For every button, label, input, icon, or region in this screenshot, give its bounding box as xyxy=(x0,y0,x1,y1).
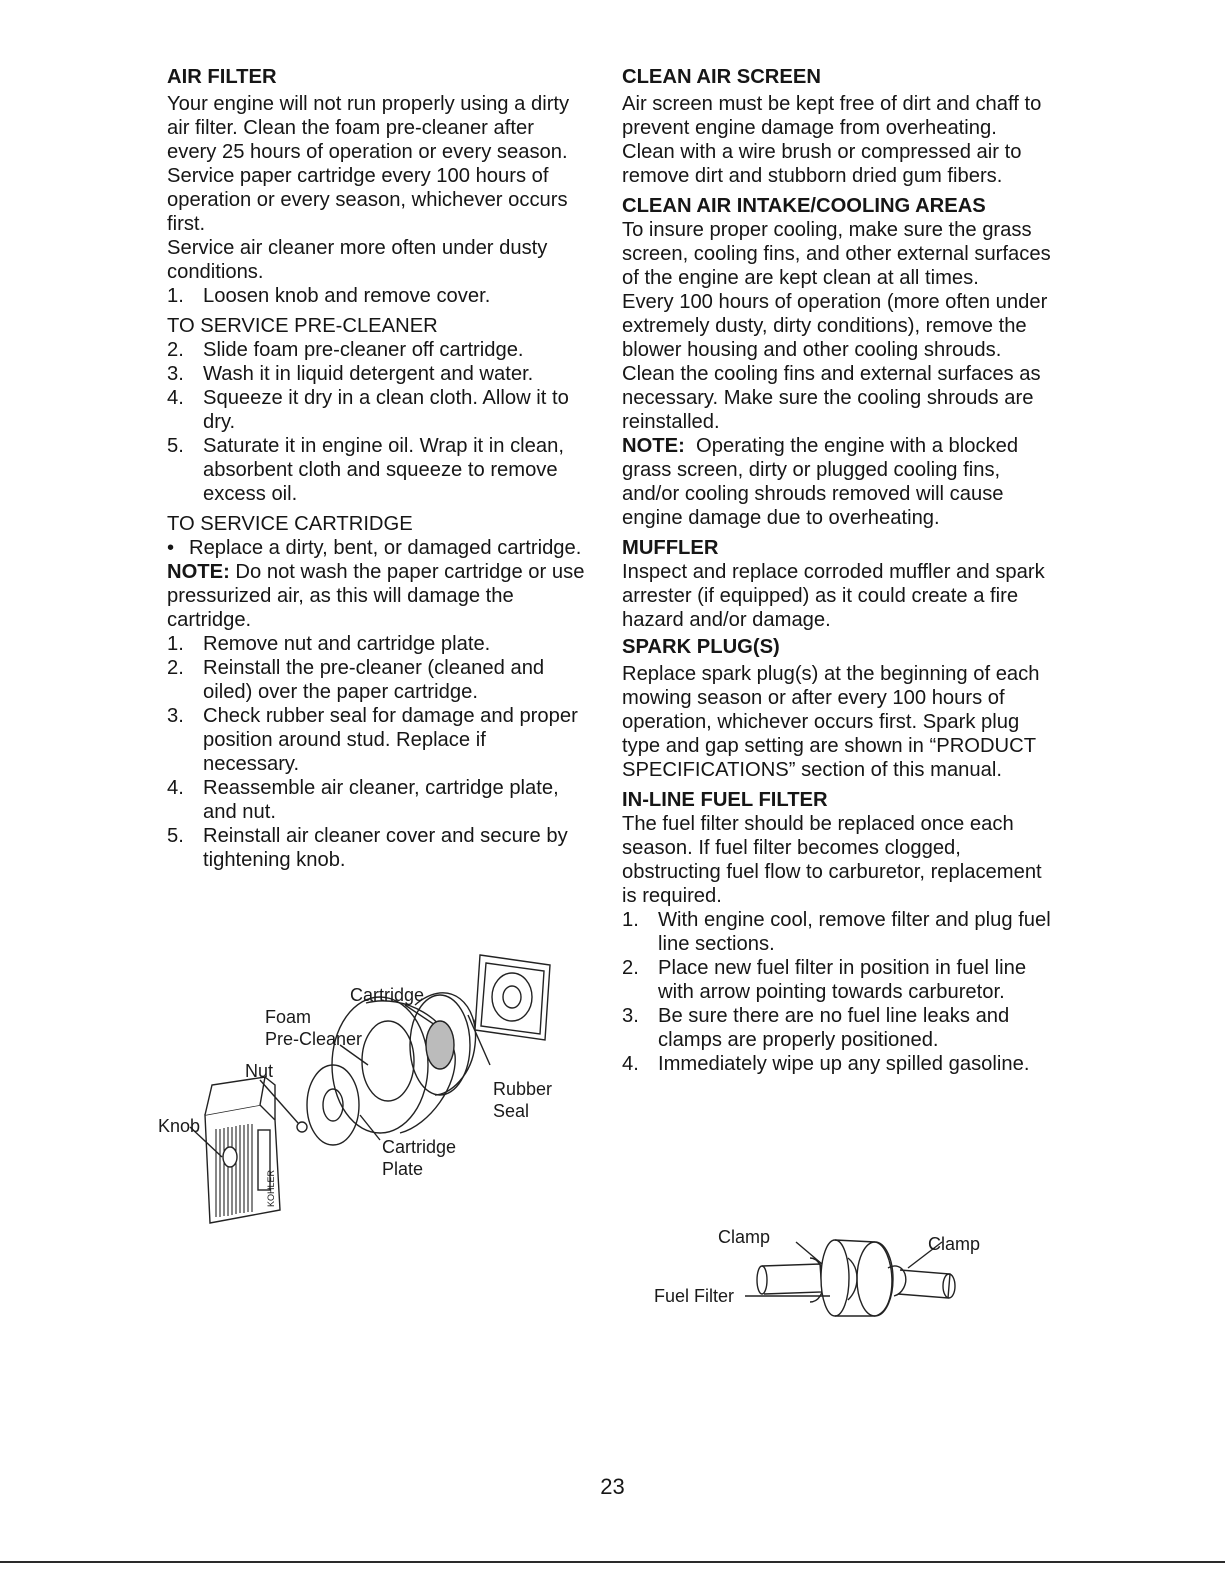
list-item: 5. Reinstall air cleaner cover and secure by tightening knob. xyxy=(167,825,568,871)
list-item: 4. Squeeze it dry in a clean cloth. Allow it to dry. xyxy=(167,387,569,433)
fuel-filter-label: Fuel Filter xyxy=(654,1286,735,1306)
pre-cleaner-step-list xyxy=(167,338,587,506)
pre-cleaner-heading: TO SERVICE PRE-CLEANER xyxy=(167,315,438,337)
list-item: 1. Loosen knob and remove cover. xyxy=(167,285,491,307)
fuel-filter-diagram xyxy=(650,1228,1010,1333)
spark-plugs-heading: SPARK PLUG(S) xyxy=(622,636,780,658)
page-number: 23 xyxy=(600,1474,625,1499)
cartridge-step-list xyxy=(167,632,587,872)
cartridge-note: NOTE: Do not wash the paper cartridge or use pressurized air, as this will damage the cartridge. xyxy=(167,561,585,631)
cartridge-plate-label-1: Cartridge xyxy=(382,1137,457,1157)
list-item: • Replace a dirty, bent, or damaged cartridge. xyxy=(167,537,582,559)
bottom-rule xyxy=(0,1561,1225,1563)
muffler-text: Inspect and replace corroded muffler and spark arrester (if equipped) as it could create a fire hazard and/or damage. xyxy=(622,561,1045,631)
nut-label: Nut xyxy=(245,1061,274,1081)
fuel-filter-text: The fuel filter should be replaced once each season. If fuel filter becomes clogged, obstructing fuel flow to carburetor, replacement is required. xyxy=(622,813,1042,907)
list-item: 3. Check rubber seal for damage and proper position around stud. Replace if necessary. xyxy=(167,705,578,775)
clean-air-screen-text: Air screen must be kept free of dirt and chaff to prevent engine damage from overheating. Clean with a wire brush or compressed air to remove dirt and stubborn dried gum fibers. xyxy=(622,93,1042,187)
seal-label: Seal xyxy=(493,1101,530,1121)
clean-air-screen-heading: CLEAN AIR SCREEN xyxy=(622,66,821,88)
list-item: 4. Immediately wipe up any spilled gasoline. xyxy=(622,1053,1030,1075)
intake-text-1: To insure proper cooling, make sure the grass screen, cooling fins, and other external surfaces of the engine are kept clean at all times. xyxy=(622,219,1051,289)
foam-label: Foam xyxy=(265,1007,312,1027)
list-item: 2. Place new fuel filter in position in fuel line with arrow pointing towards carburetor. xyxy=(622,957,1027,1003)
air-cleaner-diagram xyxy=(150,945,580,1235)
list-item: 2. Reinstall the pre-cleaner (cleaned and oiled) over the paper cartridge. xyxy=(167,657,545,703)
list-item: 4. Reassemble air cleaner, cartridge plate, and nut. xyxy=(167,777,559,823)
left-column xyxy=(167,62,587,872)
knob-label: Knob xyxy=(158,1116,201,1136)
cartridge-bullet-list xyxy=(167,536,587,560)
rubber-label: Rubber xyxy=(493,1079,553,1099)
list-item: 5. Saturate it in engine oil. Wrap it in clean, absorbent cloth and squeeze to remove excess oil. xyxy=(167,435,564,505)
intake-text-2: Every 100 hours of operation (more often under extremely dusty, dirty conditions), remove the blower housing and other cooling shrouds. Clean the cooling fins and external surfaces as necessary. Make sure the cooling shrouds are reinstalled. xyxy=(622,291,1048,433)
intake-heading: CLEAN AIR INTAKE/COOLING AREAS xyxy=(622,195,986,217)
clamp-left-label: Clamp xyxy=(718,1228,771,1247)
list-item: 3. Wash it in liquid detergent and water. xyxy=(167,363,534,385)
intake-note: NOTE: Operating the engine with a blocked grass screen, dirty or plugged cooling fins, and/or cooling shrouds removed will cause engine damage due to overheating. xyxy=(622,435,1019,529)
list-item: 3. Be sure there are no fuel line leaks and clamps are properly positioned. xyxy=(622,1005,1010,1051)
kohler-label: KOHLER xyxy=(266,1169,276,1207)
air-filter-intro-2: Service air cleaner more often under dusty conditions. xyxy=(167,237,548,283)
fuel-filter-step-list xyxy=(622,908,1054,1076)
air-filter-step-list xyxy=(167,284,587,308)
spark-plugs-text: Replace spark plug(s) at the beginning of each mowing season or after every 100 hours of operation, whichever occurs first. Spark plug type and gap setting are shown in “PRODUCT SPECIFICATIONS” section of this manual. xyxy=(622,663,1040,781)
right-column xyxy=(622,62,1054,1076)
list-item: 1. With engine cool, remove filter and plug fuel line sections. xyxy=(622,909,1051,955)
cartridge-label: Cartridge xyxy=(350,985,425,1005)
pre-cleaner-label: Pre-Cleaner xyxy=(265,1029,363,1049)
air-filter-intro: Your engine will not run properly using a dirty air filter. Clean the foam pre-cleaner after every 25 hours of operation or every season. Service paper cartridge every 100 hours of operation or every season, whichever occurs first. xyxy=(167,93,570,235)
cartridge-heading: TO SERVICE CARTRIDGE xyxy=(167,513,413,535)
fuel-filter-heading: IN-LINE FUEL FILTER xyxy=(622,789,828,811)
list-item: 2. Slide foam pre-cleaner off cartridge. xyxy=(167,339,524,361)
air-filter-heading: AIR FILTER xyxy=(167,66,277,88)
clamp-right-label: Clamp xyxy=(928,1234,981,1254)
cartridge-plate-label-2: Plate xyxy=(382,1159,424,1179)
muffler-heading: MUFFLER xyxy=(622,537,719,559)
list-item: 1. Remove nut and cartridge plate. xyxy=(167,633,491,655)
